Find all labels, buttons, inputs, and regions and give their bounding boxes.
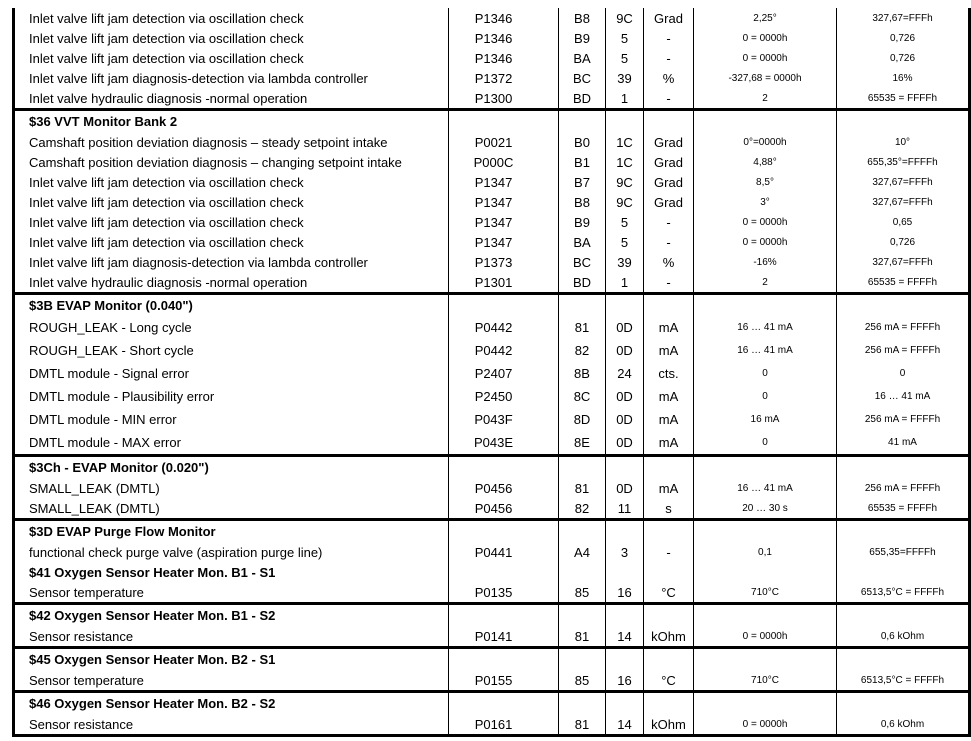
empty-cell <box>559 294 606 317</box>
component-id-cell: 11 <box>606 498 644 520</box>
component-id-cell: 0D <box>606 385 644 408</box>
test-id-cell: 85 <box>559 670 606 692</box>
min-limit-cell: 20 … 30 s <box>694 498 837 520</box>
component-id-cell: 1C <box>606 152 644 172</box>
min-limit-cell: -16% <box>694 252 837 272</box>
section-title: $3B EVAP Monitor (0.040") <box>14 294 449 317</box>
table-row <box>14 408 970 431</box>
empty-cell <box>694 456 837 479</box>
description-cell: DMTL module - Signal error <box>14 362 449 385</box>
empty-cell <box>606 520 644 543</box>
empty-cell <box>694 110 837 133</box>
description-cell: Inlet valve hydraulic diagnosis -normal operation <box>14 272 449 294</box>
dtc-code-cell: P0141 <box>449 626 559 648</box>
max-limit-cell: 655,35°=FFFFh <box>837 152 970 172</box>
max-limit-cell: 0,6 kOhm <box>837 626 970 648</box>
test-id-cell: 8B <box>559 362 606 385</box>
empty-cell <box>837 562 970 582</box>
empty-cell <box>559 110 606 133</box>
max-limit-cell: 6513,5°C = FFFFh <box>837 670 970 692</box>
section-title: $41 Oxygen Sensor Heater Mon. B1 - S1 <box>14 562 449 582</box>
min-limit-cell: 16 … 41 mA <box>694 478 837 498</box>
component-id-cell: 1 <box>606 272 644 294</box>
empty-cell <box>837 294 970 317</box>
section-header-row <box>14 692 970 715</box>
table-row <box>14 272 970 294</box>
dtc-code-cell: P0456 <box>449 498 559 520</box>
test-id-cell: B7 <box>559 172 606 192</box>
dtc-code-cell: P000C <box>449 152 559 172</box>
section-header-row <box>14 110 970 133</box>
unit-cell: mA <box>644 339 694 362</box>
max-limit-cell: 10° <box>837 132 970 152</box>
test-id-cell: B8 <box>559 192 606 212</box>
description-cell: Inlet valve lift jam diagnosis-detection via lambda controller <box>14 252 449 272</box>
unit-cell: °C <box>644 670 694 692</box>
dtc-code-cell: P1347 <box>449 232 559 252</box>
section-header-row <box>14 562 970 582</box>
empty-cell <box>837 110 970 133</box>
component-id-cell: 0D <box>606 316 644 339</box>
component-id-cell: 14 <box>606 714 644 736</box>
min-limit-cell: 2 <box>694 88 837 110</box>
unit-cell: mA <box>644 408 694 431</box>
empty-cell <box>449 562 559 582</box>
max-limit-cell: 0,726 <box>837 232 970 252</box>
unit-cell: - <box>644 88 694 110</box>
max-limit-cell: 0,6 kOhm <box>837 714 970 736</box>
min-limit-cell: 0 = 0000h <box>694 212 837 232</box>
min-limit-cell: 0 <box>694 431 837 456</box>
dtc-code-cell: P1347 <box>449 212 559 232</box>
empty-cell <box>606 604 644 627</box>
dtc-code-cell: P1301 <box>449 272 559 294</box>
unit-cell: mA <box>644 431 694 456</box>
component-id-cell: 9C <box>606 192 644 212</box>
empty-cell <box>559 648 606 671</box>
min-limit-cell: 8,5° <box>694 172 837 192</box>
table-row <box>14 252 970 272</box>
test-id-cell: 8C <box>559 385 606 408</box>
max-limit-cell: 256 mA = FFFFh <box>837 316 970 339</box>
section-title: $45 Oxygen Sensor Heater Mon. B2 - S1 <box>14 648 449 671</box>
empty-cell <box>644 648 694 671</box>
unit-cell: - <box>644 272 694 294</box>
empty-cell <box>559 456 606 479</box>
empty-cell <box>837 520 970 543</box>
empty-cell <box>644 692 694 715</box>
empty-cell <box>644 110 694 133</box>
empty-cell <box>644 562 694 582</box>
min-limit-cell: 0 = 0000h <box>694 232 837 252</box>
empty-cell <box>694 648 837 671</box>
obd-monitor-table <box>12 8 971 737</box>
table-row <box>14 385 970 408</box>
table-body <box>14 8 970 736</box>
test-id-cell: B1 <box>559 152 606 172</box>
dtc-code-cell: P0021 <box>449 132 559 152</box>
table-row <box>14 132 970 152</box>
test-id-cell: BA <box>559 48 606 68</box>
unit-cell: mA <box>644 478 694 498</box>
test-id-cell: 8E <box>559 431 606 456</box>
component-id-cell: 5 <box>606 48 644 68</box>
table-row <box>14 152 970 172</box>
table-row <box>14 582 970 604</box>
description-cell: functional check purge valve (aspiration purge line) <box>14 542 449 562</box>
dtc-code-cell: P0161 <box>449 714 559 736</box>
table-row <box>14 362 970 385</box>
component-id-cell: 39 <box>606 252 644 272</box>
table-row <box>14 339 970 362</box>
max-limit-cell: 327,67=FFFh <box>837 8 970 28</box>
dtc-code-cell: P1373 <box>449 252 559 272</box>
empty-cell <box>559 520 606 543</box>
unit-cell: % <box>644 252 694 272</box>
section-header-row <box>14 604 970 627</box>
component-id-cell: 0D <box>606 478 644 498</box>
empty-cell <box>837 648 970 671</box>
table-row <box>14 542 970 562</box>
empty-cell <box>644 456 694 479</box>
table-row <box>14 8 970 28</box>
description-cell: Sensor resistance <box>14 714 449 736</box>
table-row <box>14 192 970 212</box>
dtc-code-cell: P0155 <box>449 670 559 692</box>
dtc-code-cell: P1347 <box>449 172 559 192</box>
description-cell: DMTL module - MAX error <box>14 431 449 456</box>
description-cell: ROUGH_LEAK - Short cycle <box>14 339 449 362</box>
unit-cell: mA <box>644 385 694 408</box>
section-title: $42 Oxygen Sensor Heater Mon. B1 - S2 <box>14 604 449 627</box>
unit-cell: kOhm <box>644 626 694 648</box>
description-cell: Sensor resistance <box>14 626 449 648</box>
min-limit-cell: 0 <box>694 362 837 385</box>
unit-cell: - <box>644 28 694 48</box>
test-id-cell: B0 <box>559 132 606 152</box>
component-id-cell: 5 <box>606 232 644 252</box>
test-id-cell: 85 <box>559 582 606 604</box>
description-cell: Sensor temperature <box>14 670 449 692</box>
section-header-row <box>14 648 970 671</box>
empty-cell <box>606 110 644 133</box>
empty-cell <box>449 648 559 671</box>
dtc-code-cell: P0442 <box>449 339 559 362</box>
max-limit-cell: 0,65 <box>837 212 970 232</box>
description-cell: Inlet valve lift jam detection via oscillation check <box>14 48 449 68</box>
min-limit-cell: 16 mA <box>694 408 837 431</box>
test-id-cell: A4 <box>559 542 606 562</box>
table-row <box>14 498 970 520</box>
dtc-code-cell: P0441 <box>449 542 559 562</box>
test-id-cell: B8 <box>559 8 606 28</box>
unit-cell: - <box>644 212 694 232</box>
test-id-cell: 81 <box>559 478 606 498</box>
max-limit-cell: 65535 = FFFFh <box>837 272 970 294</box>
max-limit-cell: 327,67=FFFh <box>837 192 970 212</box>
min-limit-cell: -327,68 = 0000h <box>694 68 837 88</box>
empty-cell <box>559 604 606 627</box>
unit-cell: cts. <box>644 362 694 385</box>
dtc-code-cell: P2450 <box>449 385 559 408</box>
description-cell: Camshaft position deviation diagnosis – changing setpoint intake <box>14 152 449 172</box>
unit-cell: - <box>644 542 694 562</box>
section-header-row <box>14 294 970 317</box>
table-row <box>14 88 970 110</box>
unit-cell: Grad <box>644 152 694 172</box>
component-id-cell: 0D <box>606 408 644 431</box>
table-row <box>14 68 970 88</box>
test-id-cell: BC <box>559 68 606 88</box>
dtc-code-cell: P0456 <box>449 478 559 498</box>
max-limit-cell: 16 … 41 mA <box>837 385 970 408</box>
section-title: $3D EVAP Purge Flow Monitor <box>14 520 449 543</box>
test-id-cell: 8D <box>559 408 606 431</box>
component-id-cell: 1C <box>606 132 644 152</box>
test-id-cell: BD <box>559 88 606 110</box>
unit-cell: - <box>644 232 694 252</box>
description-cell: Camshaft position deviation diagnosis – steady setpoint intake <box>14 132 449 152</box>
unit-cell: Grad <box>644 172 694 192</box>
min-limit-cell: 0 = 0000h <box>694 626 837 648</box>
min-limit-cell: 0 = 0000h <box>694 48 837 68</box>
description-cell: SMALL_LEAK (DMTL) <box>14 478 449 498</box>
empty-cell <box>606 294 644 317</box>
max-limit-cell: 655,35=FFFFh <box>837 542 970 562</box>
section-title: $36 VVT Monitor Bank 2 <box>14 110 449 133</box>
description-cell: Inlet valve lift jam detection via oscillation check <box>14 192 449 212</box>
dtc-code-cell: P1300 <box>449 88 559 110</box>
component-id-cell: 39 <box>606 68 644 88</box>
empty-cell <box>449 520 559 543</box>
component-id-cell: 16 <box>606 670 644 692</box>
table-row <box>14 626 970 648</box>
dtc-code-cell: P0135 <box>449 582 559 604</box>
table-row <box>14 316 970 339</box>
component-id-cell: 5 <box>606 28 644 48</box>
description-cell: Sensor temperature <box>14 582 449 604</box>
component-id-cell: 9C <box>606 8 644 28</box>
section-title: $3Ch - EVAP Monitor (0.020") <box>14 456 449 479</box>
test-id-cell: B9 <box>559 28 606 48</box>
unit-cell: Grad <box>644 8 694 28</box>
max-limit-cell: 256 mA = FFFFh <box>837 478 970 498</box>
test-id-cell: 81 <box>559 316 606 339</box>
component-id-cell: 24 <box>606 362 644 385</box>
description-cell: Inlet valve hydraulic diagnosis -normal operation <box>14 88 449 110</box>
empty-cell <box>449 110 559 133</box>
empty-cell <box>449 294 559 317</box>
description-cell: DMTL module - Plausibility error <box>14 385 449 408</box>
empty-cell <box>449 456 559 479</box>
dtc-code-cell: P1346 <box>449 48 559 68</box>
description-cell: Inlet valve lift jam detection via oscillation check <box>14 8 449 28</box>
component-id-cell: 0D <box>606 339 644 362</box>
min-limit-cell: 4,88° <box>694 152 837 172</box>
empty-cell <box>694 604 837 627</box>
empty-cell <box>644 520 694 543</box>
min-limit-cell: 0 = 0000h <box>694 714 837 736</box>
component-id-cell: 1 <box>606 88 644 110</box>
component-id-cell: 14 <box>606 626 644 648</box>
test-id-cell: 81 <box>559 626 606 648</box>
empty-cell <box>644 604 694 627</box>
min-limit-cell: 2 <box>694 272 837 294</box>
min-limit-cell: 16 … 41 mA <box>694 316 837 339</box>
empty-cell <box>694 562 837 582</box>
empty-cell <box>606 456 644 479</box>
test-id-cell: 82 <box>559 339 606 362</box>
max-limit-cell: 0,726 <box>837 28 970 48</box>
description-cell: ROUGH_LEAK - Long cycle <box>14 316 449 339</box>
table-row <box>14 232 970 252</box>
max-limit-cell: 65535 = FFFFh <box>837 498 970 520</box>
unit-cell: - <box>644 48 694 68</box>
empty-cell <box>606 692 644 715</box>
test-id-cell: BC <box>559 252 606 272</box>
min-limit-cell: 0°=0000h <box>694 132 837 152</box>
dtc-code-cell: P0442 <box>449 316 559 339</box>
max-limit-cell: 0 <box>837 362 970 385</box>
empty-cell <box>837 604 970 627</box>
min-limit-cell: 0,1 <box>694 542 837 562</box>
empty-cell <box>694 520 837 543</box>
component-id-cell: 3 <box>606 542 644 562</box>
table-row <box>14 48 970 68</box>
max-limit-cell: 41 mA <box>837 431 970 456</box>
empty-cell <box>644 294 694 317</box>
table-row <box>14 714 970 736</box>
empty-cell <box>606 562 644 582</box>
empty-cell <box>559 692 606 715</box>
dtc-code-cell: P1347 <box>449 192 559 212</box>
section-header-row <box>14 456 970 479</box>
description-cell: Inlet valve lift jam diagnosis-detection via lambda controller <box>14 68 449 88</box>
dtc-code-cell: P043E <box>449 431 559 456</box>
dtc-code-cell: P1346 <box>449 8 559 28</box>
description-cell: Inlet valve lift jam detection via oscillation check <box>14 232 449 252</box>
max-limit-cell: 327,67=FFFh <box>837 252 970 272</box>
unit-cell: Grad <box>644 192 694 212</box>
table-row <box>14 431 970 456</box>
min-limit-cell: 710°C <box>694 670 837 692</box>
component-id-cell: 5 <box>606 212 644 232</box>
dtc-code-cell: P1346 <box>449 28 559 48</box>
max-limit-cell: 65535 = FFFFh <box>837 88 970 110</box>
unit-cell: °C <box>644 582 694 604</box>
section-title: $46 Oxygen Sensor Heater Mon. B2 - S2 <box>14 692 449 715</box>
description-cell: DMTL module - MIN error <box>14 408 449 431</box>
table-row <box>14 212 970 232</box>
empty-cell <box>449 604 559 627</box>
min-limit-cell: 0 <box>694 385 837 408</box>
min-limit-cell: 3° <box>694 192 837 212</box>
max-limit-cell: 327,67=FFFh <box>837 172 970 192</box>
max-limit-cell: 256 mA = FFFFh <box>837 339 970 362</box>
empty-cell <box>694 692 837 715</box>
min-limit-cell: 0 = 0000h <box>694 28 837 48</box>
min-limit-cell: 2,25° <box>694 8 837 28</box>
table-row <box>14 28 970 48</box>
description-cell: Inlet valve lift jam detection via oscillation check <box>14 172 449 192</box>
unit-cell: Grad <box>644 132 694 152</box>
dtc-code-cell: P043F <box>449 408 559 431</box>
test-id-cell: 82 <box>559 498 606 520</box>
description-cell: Inlet valve lift jam detection via oscillation check <box>14 28 449 48</box>
empty-cell <box>606 648 644 671</box>
max-limit-cell: 256 mA = FFFFh <box>837 408 970 431</box>
empty-cell <box>694 294 837 317</box>
test-id-cell: B9 <box>559 212 606 232</box>
min-limit-cell: 16 … 41 mA <box>694 339 837 362</box>
unit-cell: mA <box>644 316 694 339</box>
description-cell: SMALL_LEAK (DMTL) <box>14 498 449 520</box>
empty-cell <box>837 692 970 715</box>
section-header-row <box>14 520 970 543</box>
component-id-cell: 16 <box>606 582 644 604</box>
table-row <box>14 670 970 692</box>
dtc-code-cell: P1372 <box>449 68 559 88</box>
test-id-cell: BD <box>559 272 606 294</box>
unit-cell: % <box>644 68 694 88</box>
max-limit-cell: 6513,5°C = FFFFh <box>837 582 970 604</box>
description-cell: Inlet valve lift jam detection via oscillation check <box>14 212 449 232</box>
min-limit-cell: 710°C <box>694 582 837 604</box>
table-row <box>14 172 970 192</box>
test-id-cell: BA <box>559 232 606 252</box>
empty-cell <box>449 692 559 715</box>
empty-cell <box>559 562 606 582</box>
unit-cell: kOhm <box>644 714 694 736</box>
empty-cell <box>837 456 970 479</box>
max-limit-cell: 0,726 <box>837 48 970 68</box>
component-id-cell: 0D <box>606 431 644 456</box>
max-limit-cell: 16% <box>837 68 970 88</box>
unit-cell: s <box>644 498 694 520</box>
table-row <box>14 478 970 498</box>
test-id-cell: 81 <box>559 714 606 736</box>
dtc-code-cell: P2407 <box>449 362 559 385</box>
component-id-cell: 9C <box>606 172 644 192</box>
